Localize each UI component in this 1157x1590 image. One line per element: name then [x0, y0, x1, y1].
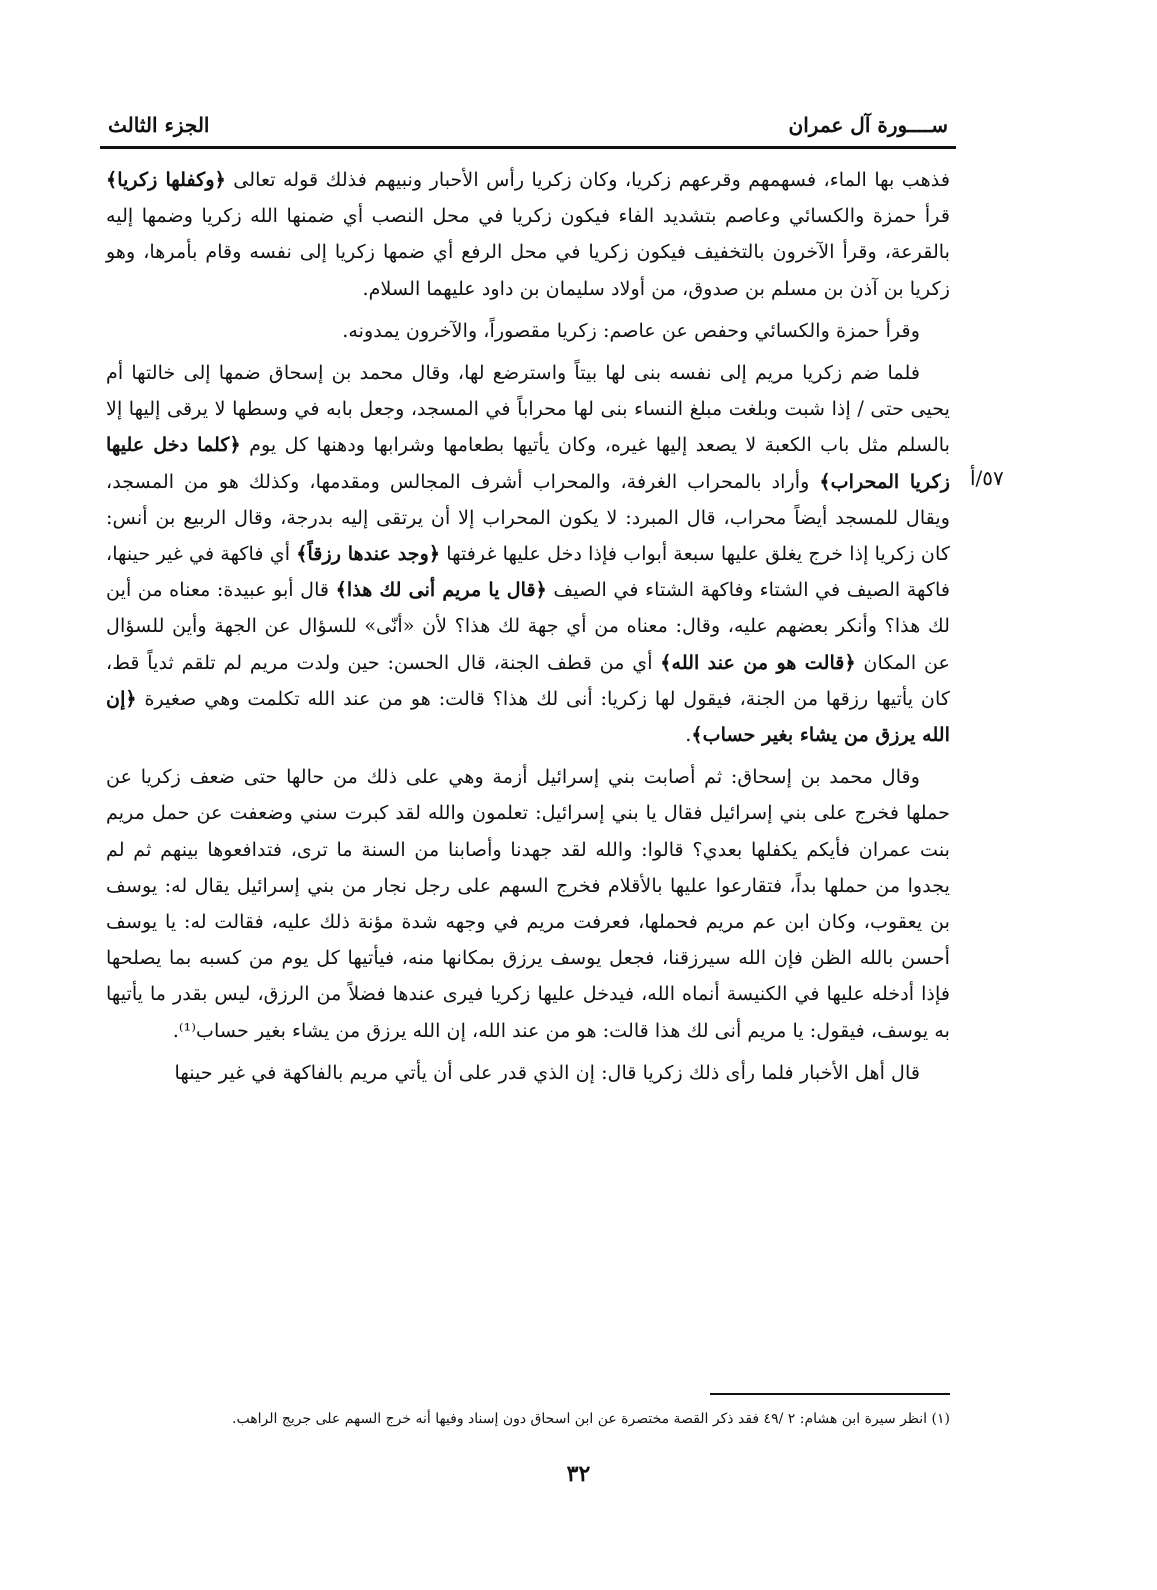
text-run: وقال محمد بن إسحاق: ثم أصابت بني إسرائيل أزمة وهي على ذلك من حالها حتى ضعف زكريا عن حملها فخرج على بني إسرائيل فقال يا بني إسرائيل: تعلمون والله لقد كبرت سني وضعفت عن حمل مريم بنت عمران فأيكم يكفلها بعدي؟ قالوا: والله لقد جهدنا وأصابنا من السنة ما ترى، فتدافعوها بينهم ثم لم يجدوا من حملها بداً، فتقارعوا عليها بالأقلام فخرج السهم على رجل نجار من بني إسرائيل يقال له: يوسف بن يعقوب، وكان ابن عم مريم فحملها، فعرفت مريم في وجهه شدة مؤنة ذلك عليه، فقالت له: يا يوسف أحسن بالله الظن فإن الله سيرزقنا، فجعل يوسف يرزق بمكانها منه، فيأتيها كل يوم من كسبه بما يصلحها فإذا أدخله عليها في الكنيسة أنماه الله، فيدخل عليها زكريا فيرى عندها فضلاً من الرزق، ليس بقدر ما يأتيها به يوسف، فيقول: يا مريم أنى لك هذا قالت: هو من عند الله، إن الله يرزق من يشاء بغير حساب [106, 765, 950, 1042]
body-text [106, 162, 950, 1097]
paragraph [106, 1055, 950, 1091]
text-run: قرأ حمزة والكسائي وعاصم بتشديد الفاء فيكون زكريا في محل النصب أي ضمنها الله زكريا وضمها إليه بالقرعة، وقرأ الآخرون بالتخفيف فيكون زكريا في محل الرفع أي ضمها زكريا إلى نفسه وقام بأمرها، وهو زكريا بن آذن بن مسلم بن صدوق، من أولاد سليمان بن داود عليهما السلام. [106, 204, 950, 300]
text-run: وأراد بالمحراب الغرفة، والمحراب أشرف المجالس ومقدمها، وكذلك هو من المسجد، ويقال للمسجد أيضاً محراب، قال المبرد: لا يكون المحراب إلا أن يرتقى إليه بدرجة، وقال الربيع بن أنس: كان زكريا إذا خرج يغلق عليها سبعة أبواب فإذا دخل عليها غرفتها [106, 469, 951, 566]
quran-quote: ﴿وكفلها زكريا﴾ [106, 168, 226, 191]
quran-quote: ﴿قال يا مريم أنى لك هذا﴾ [335, 578, 547, 602]
header-rule [100, 146, 956, 149]
quran-quote: ﴿كلما دخل عليها زكريا المحراب﴾ [106, 433, 951, 493]
paragraph [106, 313, 950, 349]
text-run: ⁽¹⁾ [178, 1018, 196, 1042]
quran-quote: ﴿قالت هو من عند الله﴾ [660, 650, 856, 674]
quran-quote: ﴿إن الله يرزق من يشاء بغير حساب﴾ [106, 686, 950, 747]
paragraph [106, 759, 950, 1049]
text-run: . [172, 1018, 179, 1042]
text-run: وقرأ حمزة والكسائي وحفص عن عاصم: زكريا مقصوراً، والآخرون يمدونه. [342, 318, 920, 342]
running-header [108, 103, 948, 137]
margin-folio-note: ٥٧/أ [970, 466, 1004, 490]
footnote: (١) انظر سيرة ابن هشام: ٢ /٤٩ فقد ذكر القصة مختصرة عن ابن اسحاق دون إسناد وفيها أنه خرج السهم على جريج الراهب. [232, 1411, 950, 1427]
page-number: ٣٢ [566, 1461, 591, 1487]
text-run: قال أهل الأخبار فلما رأى ذلك زكريا قال: إن الذي قدر على أن يأتي مريم بالفاكهة في غير حينها [174, 1060, 920, 1084]
text-run: قال أبو عبيدة: معناه من أين لك هذا؟ وأنكر بعضهم عليه، وقال: معناه من أي جهة لك هذا؟ لأن «أنّى» للسؤال عن الجهة وأين للسؤال عن المكان [106, 578, 951, 674]
text-run: فذهب بها الماء، فسهمهم وقرعهم زكريا، وكان زكريا رأس الأحبار ونبيهم فذلك قوله تعالى [225, 168, 951, 191]
surah-title: ســــورة آل عمران [788, 113, 948, 137]
text-run: أي من قطف الجنة، قال الحسن: حين ولدت مريم لم تلقم ثدياً قط، كان يأتيها رزقها من الجنة، فيقول لها زكريا: أنى لك هذا؟ قالت: هو من عند الله تكلمت وهي صغيرة [106, 650, 950, 710]
text-run: . [685, 723, 692, 747]
paragraph [106, 162, 950, 307]
part-label: الجزء الثالث [108, 113, 210, 137]
paragraph [106, 355, 950, 753]
quran-quote: ﴿وجد عندها رزقاً﴾ [296, 542, 441, 566]
text-run: أي فاكهة في غير حينها، فاكهة الصيف في الشتاء وفاكهة الشتاء في الصيف [106, 542, 951, 602]
text-run: فلما ضم زكريا مريم إلى نفسه بنى لها بيتاً واسترضع لها، وقال محمد بن إسحاق ضمها إلى خالتها أم يحيى حتى / إذا شبت وبلغت مبلغ النساء بنى لها محراباً في المسجد، وجعل بابه في وسطها لا يرقى إليها إلا بالسلم مثل باب الكعبة لا يصعد إليها غيره، وكان يأتيها بطعامها وشرابها ودهنها كل يوم [106, 361, 950, 457]
footnote-rule [710, 1393, 950, 1395]
